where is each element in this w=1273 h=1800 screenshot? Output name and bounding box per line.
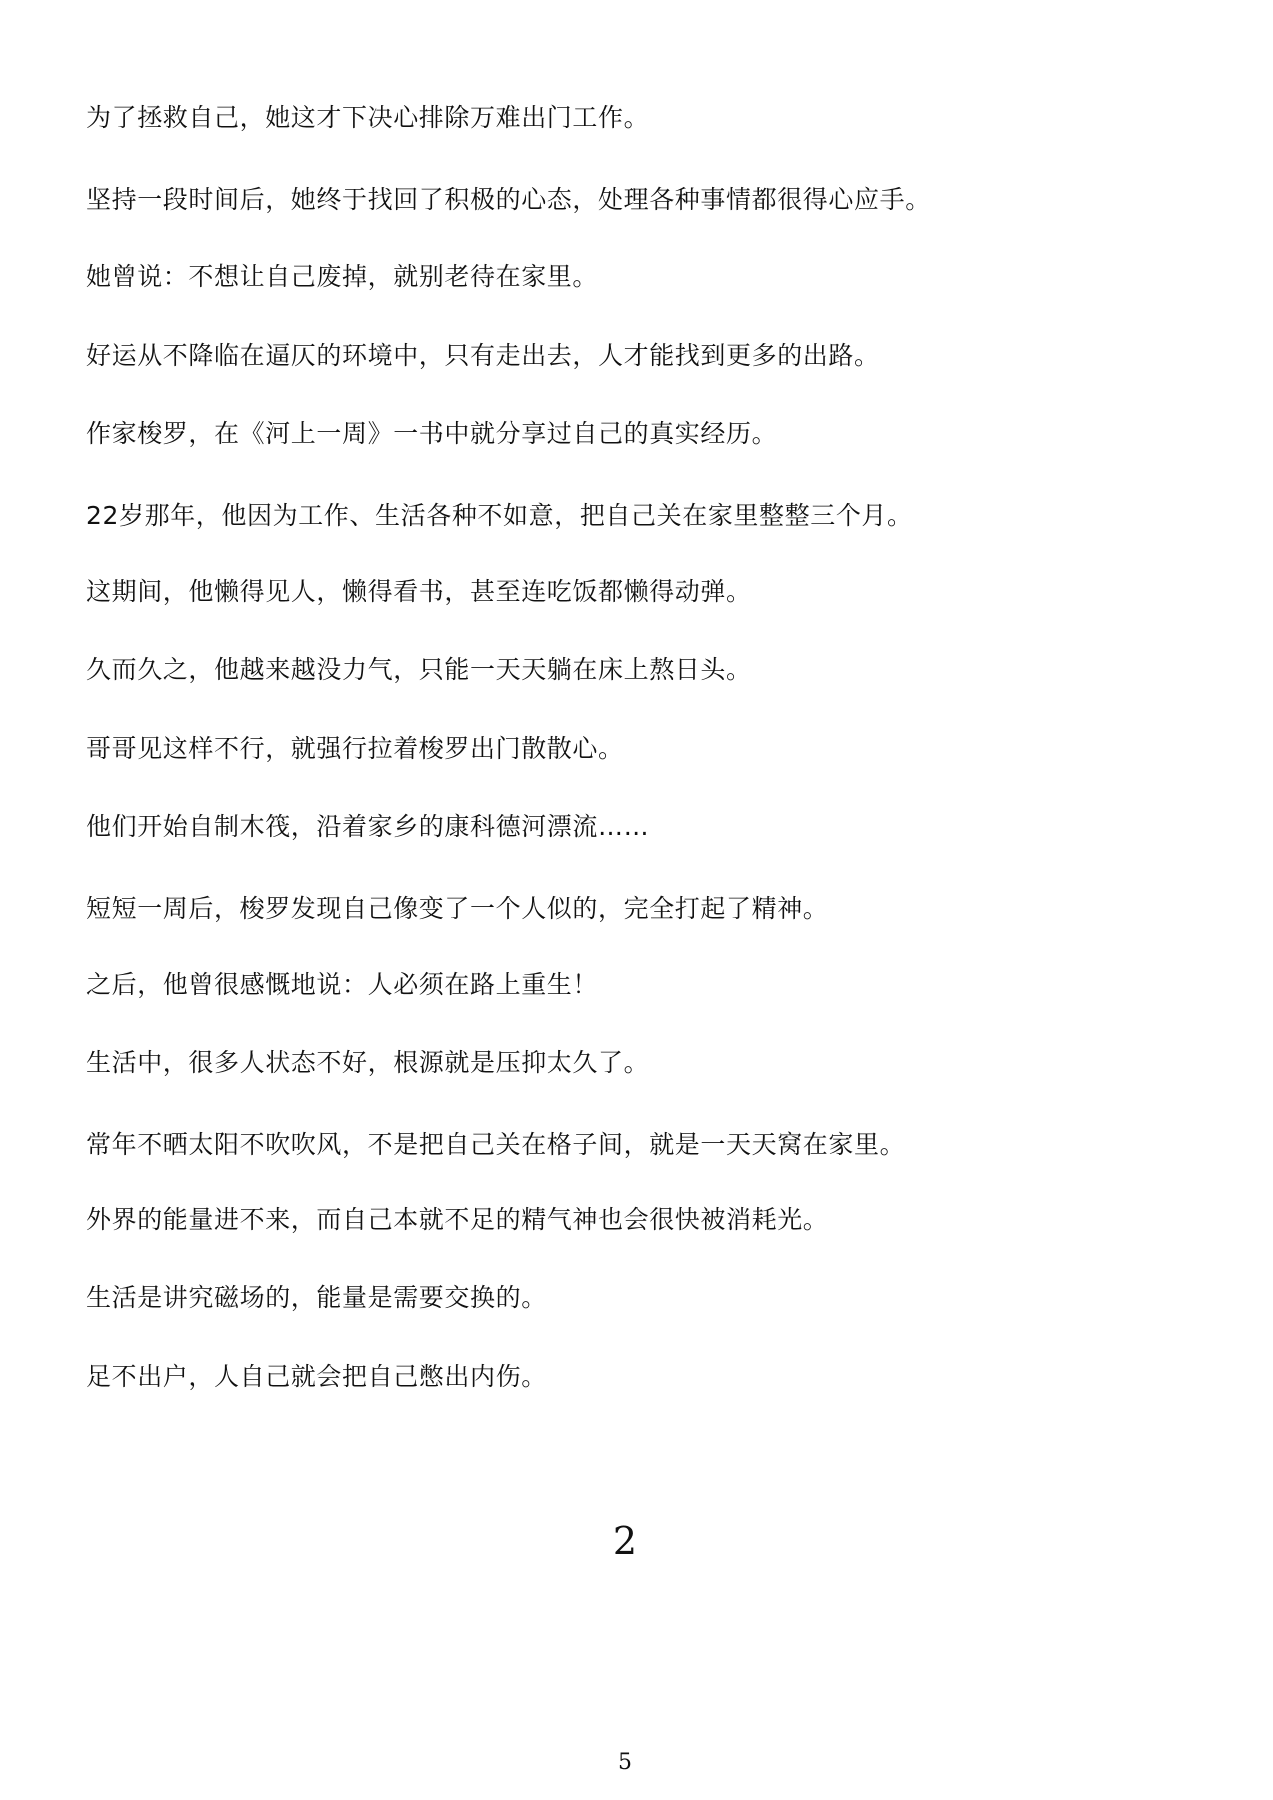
paragraph-10: 他们开始自制木筏，沿着家乡的康科德河漂流……	[86, 812, 650, 841]
paragraph-3: 她曾说：不想让自己废掉，就别老待在家里。	[86, 262, 599, 291]
paragraph-12: 之后，他曾很感慨地说：人必须在路上重生！	[86, 970, 599, 999]
paragraph-14: 常年不晒太阳不吹吹风，不是把自己关在格子间，就是一天天窝在家里。	[86, 1130, 906, 1159]
paragraph-9: 哥哥见这样不行，就强行拉着梭罗出门散散心。	[86, 734, 624, 763]
paragraph-8: 久而久之，他越来越没力气，只能一天天躺在床上熬日头。	[86, 655, 752, 684]
section-number: 2	[612, 1519, 638, 1563]
paragraph-4: 好运从不降临在逼仄的环境中，只有走出去，人才能找到更多的出路。	[86, 341, 880, 370]
paragraph-2: 坚持一段时间后，她终于找回了积极的心态，处理各种事情都很得心应手。	[86, 185, 931, 214]
paragraph-13: 生活中，很多人状态不好，根源就是压抑太久了。	[86, 1048, 650, 1077]
paragraph-5: 作家梭罗，在《河上一周》一书中就分享过自己的真实经历。	[86, 419, 778, 448]
paragraph-17: 足不出户，人自己就会把自己憋出内伤。	[86, 1362, 547, 1391]
page-number: 5	[618, 1750, 632, 1775]
paragraph-15: 外界的能量进不来，而自己本就不足的精气神也会很快被消耗光。	[86, 1205, 829, 1234]
paragraph-11: 短短一周后，梭罗发现自己像变了一个人似的，完全打起了精神。	[86, 894, 829, 923]
paragraph-7: 这期间，他懒得见人，懒得看书，甚至连吃饭都懒得动弹。	[86, 577, 752, 606]
paragraph-1: 为了拯救自己，她这才下决心排除万难出门工作。	[86, 103, 650, 132]
paragraph-6: 22岁那年，他因为工作、生活各种不如意，把自己关在家里整整三个月。	[86, 501, 913, 530]
paragraph-16: 生活是讲究磁场的，能量是需要交换的。	[86, 1283, 547, 1312]
